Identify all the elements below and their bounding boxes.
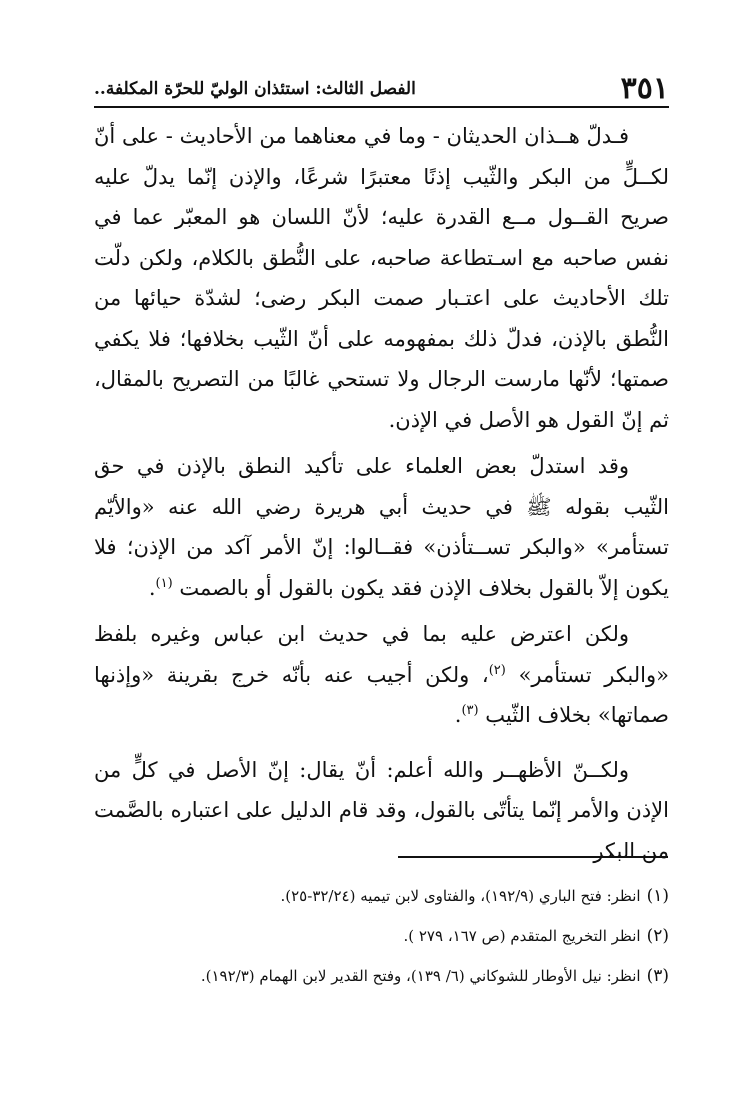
paragraph-4: ولكــنّ الأظهــر والله أعلم: أنّ يقال: إنّ الأصل في كلٍّ من الإذن والأمر إنّما يتأتّى بالقول، وقد قام الدليل على اعتباره بالصَّمت من البكر xyxy=(94,757,669,863)
footnote-1-text: انظر: فتح الباري (١٩٢/٩)، والفتاوى لابن تيميه (٣٢/٢٤-٢٥). xyxy=(280,887,641,905)
page-number: ٣٥١ xyxy=(620,71,669,106)
footnotes xyxy=(94,876,669,996)
footnote-1-number: (١) xyxy=(646,886,669,906)
footnote-1 xyxy=(94,876,669,916)
footnote-ref-1: (١) xyxy=(155,575,173,591)
paragraph-3-mid: ، ولكن أجيب عنه بأنّه خرج بقرينة «وإذنها صماتها» بخلاف الثّيب xyxy=(94,662,669,727)
footnote-3-text: انظر: نيل الأوطار للشوكاني (٦/ ١٣٩)، وفتح القدير لابن الهمام (١٩٢/٣). xyxy=(200,967,641,985)
paragraph-2-text: وقد استدلّ بعض العلماء على تأكيد النطق بالإذن في حق الثّيب بقوله ﷺ في حديث أبي هريرة رضي الله عنه «والأيّم تستأمر» «والبكر تســتأذن» فقــالوا: إنّ الأمر آكد من الإذن؛ فلا يكون إلاّ بالقول بخلاف الإذن فقد يكون بالقول أو بالصمت xyxy=(94,454,669,600)
footnote-2-text: انظر التخريج المتقدم (ص ١٦٧، ٢٧٩ ). xyxy=(403,927,641,945)
header-divider xyxy=(94,106,669,108)
footnote-2-number: (٢) xyxy=(646,926,669,946)
paragraph-3-end: . xyxy=(454,703,462,727)
paragraph-2-end: . xyxy=(148,575,156,600)
page-header xyxy=(94,72,669,106)
footnote-3 xyxy=(94,956,669,996)
paragraph-2 xyxy=(94,446,669,608)
chapter-title: الفصل الثالث: استئذان الوليّ للحرّة المكلفة.. xyxy=(94,79,416,99)
paragraph-1: فـدلّ هــذان الحديثان - وما في معناهما من الأحاديث - على أنّ لكــلٍّ من البكر والثّيب إذنًا معتبرًا شرعًا، والإذن إنّما يدلّ عليه صريح القــول مــع القدرة عليه؛ لأنّ اللسان هو المعبّر عما في نفس صاحبه مع اسـتطاعة صاحبه، على النُّطق بالكلام، ولكن دلّت تلك الأحاديث على اعتـبار صمت البكر رضى؛ لشدّة حيائها من النُّطق بالإذن، فدلّ ذلك بمفهومه على أنّ الثّيب بخلافها؛ فلا يكفي صمتها؛ لأنّها مارست الرجال ولا تستحي غالبًا من التصريح بالمقال، ثم إنّ القول هو الأصل في الإذن. xyxy=(94,124,669,432)
footnote-ref-3: (٣) xyxy=(461,703,479,718)
footnote-divider xyxy=(398,856,668,858)
footnote-ref-2: (٢) xyxy=(488,662,506,678)
paragraph-3-text: ولكن اعترض عليه بما في حديث ابن عباس وغيره بلفظ «والبكر تستأمر» xyxy=(94,622,669,687)
paragraph-3 xyxy=(94,614,669,736)
body-text xyxy=(94,116,669,871)
footnote-2 xyxy=(94,916,669,956)
footnote-3-number: (٣) xyxy=(646,966,669,986)
